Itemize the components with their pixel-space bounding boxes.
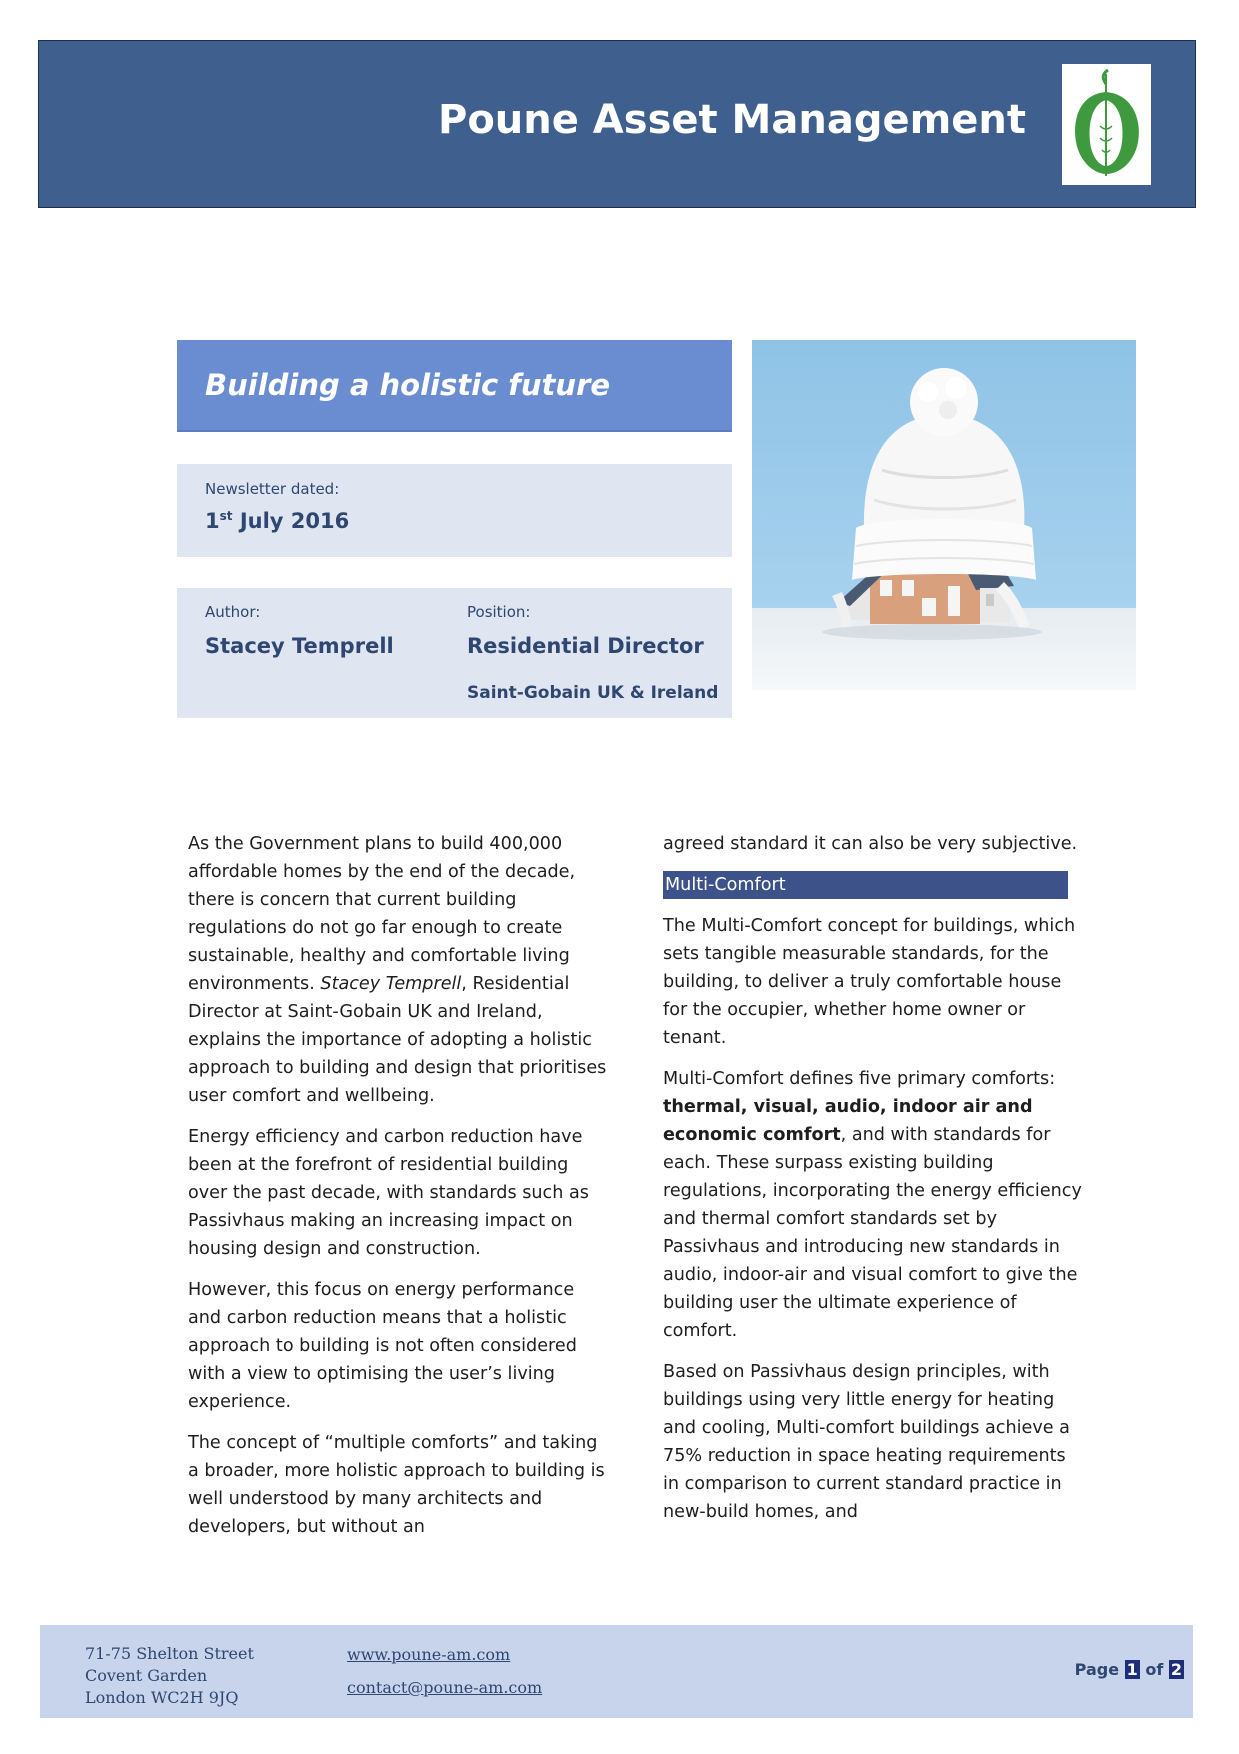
paragraph-intro [188,830,608,1110]
website-link[interactable]: www.poune-am.com [347,1645,511,1664]
five-comforts-text-a: Multi-Comfort defines five primary comforts: [663,1069,1056,1089]
address-line-1: 71-75 Shelton Street [85,1644,254,1663]
paragraph-continuation: agreed standard it can also be very subjective. [663,834,1078,854]
page-current: 1 [1126,1660,1138,1679]
paragraph-passivhaus-principles: Based on Passivhaus design principles, with buildings using very little energy for heating and cooling, Multi-comfort buildings achieve a 75% reduction in space heating requirements in comparison to current standard practice in new-build homes, and [663,1362,1070,1522]
intro-text-b: , Residential Director at Saint-Gobain UK and Ireland, explains the importance of adopting a holistic approach to building and design that prioritises user comfort and wellbeing. [188,974,607,1106]
email-link[interactable]: contact@poune-am.com [347,1678,543,1697]
page-header [38,40,1196,208]
position-organisation: Saint-Gobain UK & Ireland [467,683,719,703]
date-suffix: st [219,509,233,523]
paragraph-energy-performance: However, this focus on energy performance and carbon reduction means that a holistic approach to building is not often considered with a view to optimising the user’s living experience. [188,1280,577,1412]
address-line-2: Covent Garden [85,1666,208,1685]
intro-author-name: Stacey Temprell [320,974,462,994]
author-label: Author: [205,603,261,621]
page-footer [40,1625,1193,1718]
paragraph-multi-comfort-concept: The Multi-Comfort concept for buildings, which sets tangible measurable standards, for the building, to deliver a truly comfortable house for the occupier, whether home owner or tenant. [663,916,1076,1048]
five-comforts-text-b: , and with standards for each. These surpass existing building regulations, incorporating the energy efficiency and thermal comfort standards set by Passivhaus and introducing new standards in audio, indoor-air and visual comfort to give the building user the ultimate experience of comfort. [663,1125,1082,1341]
intro-text-a: As the Government plans to build 400,000 affordable homes by the end of the decade, there is concern that current building regulations do not go far enough to create sustainable, healthy and comfortable living environments. [188,834,576,994]
paragraph-five-comforts [663,1065,1083,1345]
company-name: Poune Asset Management [438,97,1026,143]
position-title: Residential Director [467,634,704,658]
article-body-left-column [188,830,608,1554]
paragraph-energy-efficiency: Energy efficiency and carbon reduction have been at the forefront of residential building over the past decade, with standards such as Passivhaus making an increasing impact on housing design and construction. [188,1127,589,1259]
newsletter-date-label: Newsletter dated: [205,480,340,498]
address-line-3: London WC2H 9JQ [85,1688,239,1707]
newsletter-date-box [177,464,732,557]
page-label: Page [1074,1660,1125,1679]
position-label: Position: [467,603,531,621]
section-heading-multi-comfort: Multi-Comfort [663,871,1068,899]
page-of: of [1139,1660,1169,1679]
newsletter-date-value [205,509,349,533]
leaf-logo-icon [1062,64,1151,185]
page-indicator [1075,1660,1184,1679]
house-in-wool-hat-photo [752,340,1136,690]
five-comforts-list: thermal, visual, audio, indoor air and economic comfort [663,1097,1033,1145]
author-name: Stacey Temprell [205,634,394,658]
date-month-year: July 2016 [232,509,350,533]
author-box [177,588,732,718]
footer-address [85,1643,254,1709]
article-body-right-column [663,830,1083,1539]
article-title: Building a holistic future [205,368,611,402]
article-title-banner [177,340,732,432]
date-day: 1 [205,509,220,533]
page-total: 2 [1170,1660,1182,1679]
paragraph-multiple-comforts: The concept of “multiple comforts” and taking a broader, more holistic approach to building is well understood by many architects and developers, but without an [188,1433,605,1537]
